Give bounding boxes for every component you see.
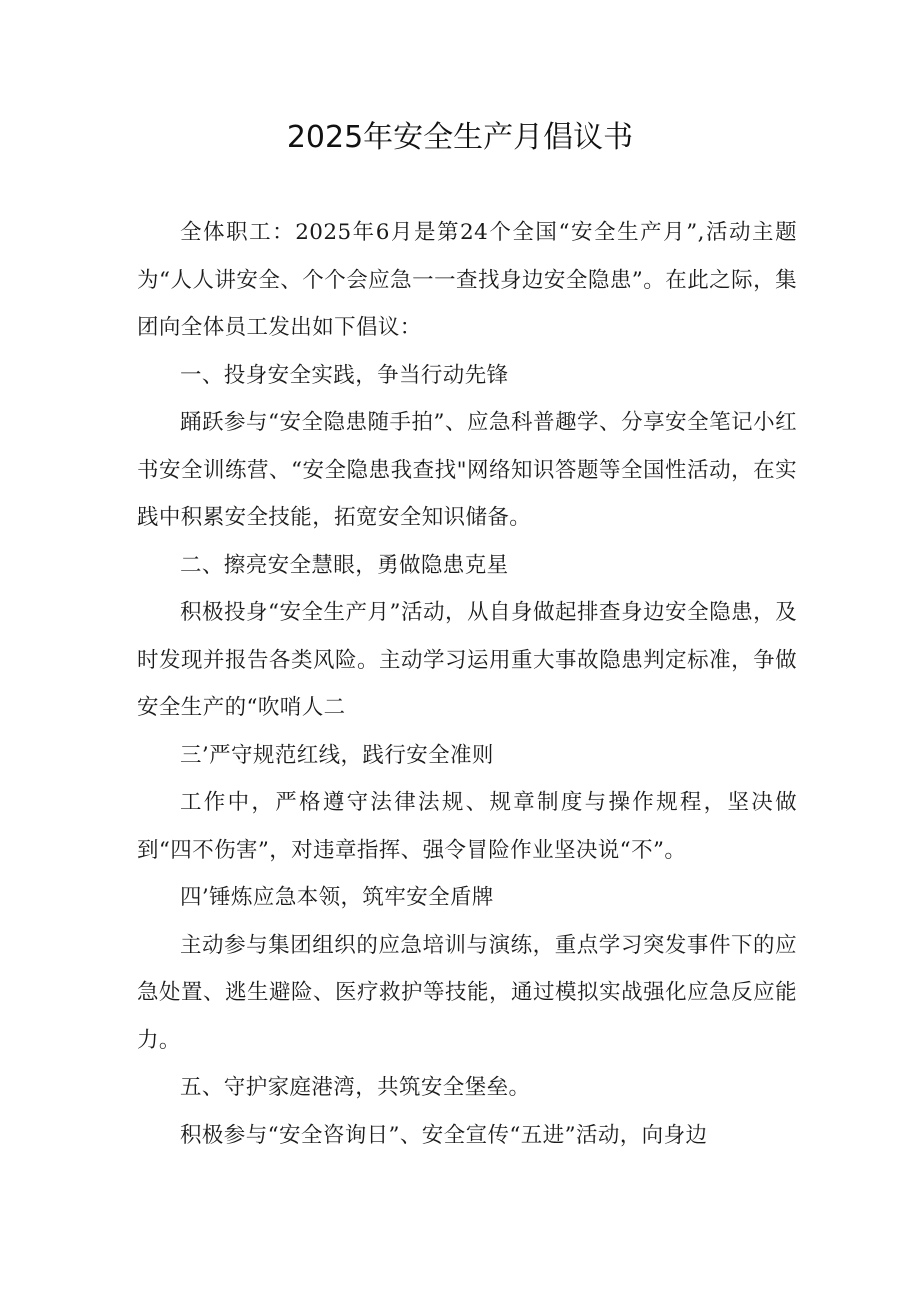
section-paragraph-5: 积极参与“安全咨询日”、安全宣传“五进”活动，向身边	[180, 1122, 708, 1148]
document-body	[137, 209, 797, 1159]
section-paragraph-4: 主动参与集团组织的应急培训与演练，重点学习突发事件下的应急处置、逃生避险、医疗救护等技能，通过模拟实战强化应急反应能力。	[137, 932, 797, 1053]
section-heading-4: 四’锤炼应急本领，筑牢安全盾牌	[180, 885, 494, 910]
section-heading-2: 二、擦亮安全慧眼，勇做隐患克星	[180, 552, 509, 578]
section-heading-5: 五、守护家庭港湾，共筑安全堡垒。	[180, 1075, 531, 1100]
section-paragraph-1: 踊跃参与“安全隐患随手拍”、应急科普趣学、分享安全笔记小红书安全训练营、“安全隐患我查找"网络知识答题等全国性活动，在实践中积累安全技能，拓宽安全知识储备。	[137, 410, 797, 530]
section-paragraph-2: 积极投身“安全生产月”活动，从自身做起排查身边安全隐患，及时发现并报告各类风险。主动学习运用重大事故隐患判定标准，争做安全生产的“吹哨人二	[137, 600, 797, 720]
section-heading-1: 一、投身安全实践，争当行动先锋	[180, 362, 509, 388]
document-title: 2025年安全生产月倡议书	[286, 120, 634, 155]
intro-paragraph: 全体职工：2025年6月是第24个全国“安全生产月”,活动主题为“人人讲安全、个个会应急一一查找身边安全隐患”。在此之际，集团向全体员工发出如下倡议：	[137, 220, 797, 340]
section-heading-3: 三’严守规范红线，践行安全准则	[180, 742, 494, 768]
section-paragraph-3: 工作中，严格遵守法律法规、规章制度与操作规程，坚决做到“四不伤害”，对违章指挥、强令冒险作业坚决说“不”。	[137, 790, 797, 863]
